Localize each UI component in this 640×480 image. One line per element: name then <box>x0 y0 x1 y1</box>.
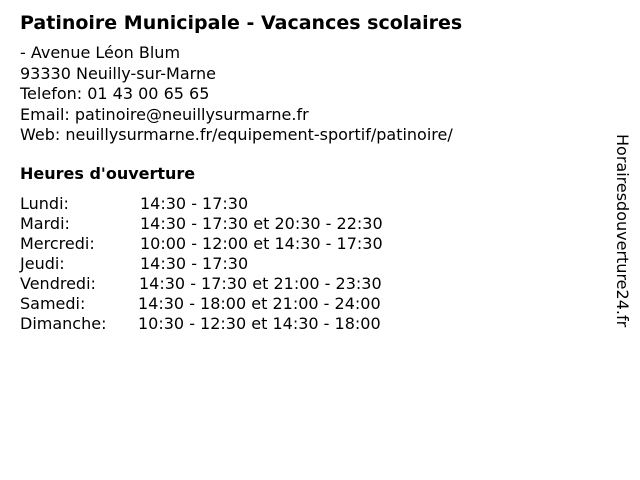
time-range: 14:30 - 17:30 <box>140 254 249 273</box>
phone-line: Telefon: 01 43 00 65 65 <box>20 84 210 103</box>
time-range: 14:30 - 17:30 et 20:30 - 22:30 <box>140 214 383 233</box>
day-label: Mardi: <box>20 214 70 233</box>
contact-info <box>20 43 453 146</box>
hours-heading: Heures d'ouverture <box>20 164 196 183</box>
time-range: 14:30 - 18:00 et 21:00 - 24:00 <box>138 294 381 313</box>
address-street: - Avenue Léon Blum <box>20 43 181 62</box>
day-label: Samedi: <box>20 294 86 313</box>
day-label: Mercredi: <box>20 234 95 253</box>
site-watermark: Horairesdouverture24.fr <box>613 134 632 328</box>
day-label: Vendredi: <box>20 274 96 293</box>
web-line: Web: neuillysurmarne.fr/equipement-sportif/patinoire/ <box>20 125 453 144</box>
email-line: Email: patinoire@neuillysurmarne.fr <box>20 104 309 124</box>
time-range: 10:00 - 12:00 et 14:30 - 17:30 <box>140 234 383 253</box>
page-title: Patinoire Municipale - Vacances scolaires <box>20 12 463 34</box>
day-label: Lundi: <box>20 194 69 213</box>
time-range: 10:30 - 12:30 et 14:30 - 18:00 <box>138 314 381 333</box>
address-city: 93330 Neuilly-sur-Marne <box>20 63 216 83</box>
day-label: Dimanche: <box>20 314 107 333</box>
time-range: 14:30 - 17:30 <box>140 194 249 213</box>
day-label: Jeudi: <box>20 254 65 273</box>
time-range: 14:30 - 17:30 et 21:00 - 23:30 <box>139 274 382 293</box>
